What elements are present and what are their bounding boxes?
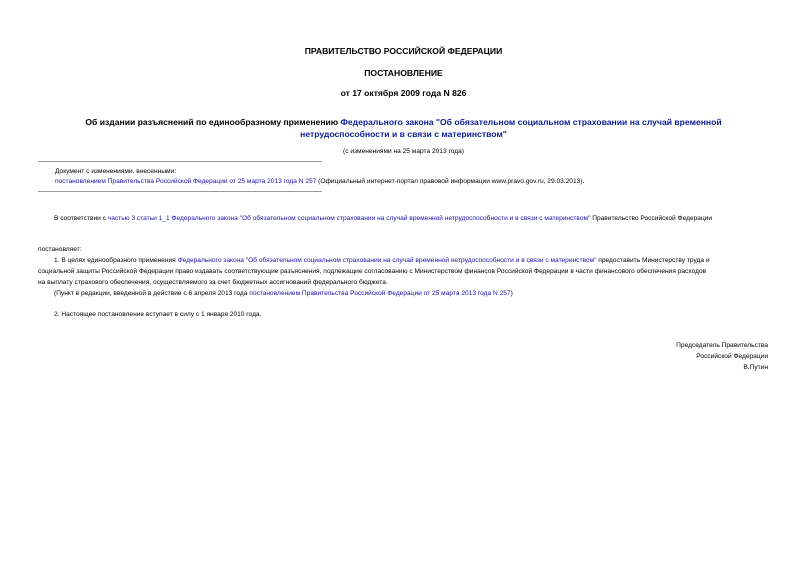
title-prefix: Об издании разъяснений по единообразному применению bbox=[85, 117, 341, 127]
preamble-intro: В соответствии с bbox=[54, 215, 108, 222]
decrees-word: постановляет: bbox=[38, 246, 82, 253]
preamble-paragraph bbox=[38, 213, 769, 224]
edition-note-link[interactable]: постановлением Правительства Российской Федерации от 25 марта 2013 года N 257 bbox=[249, 290, 511, 297]
item1-intro: 1. В целях единообразного применения bbox=[54, 257, 178, 264]
changes-entry bbox=[55, 176, 584, 187]
document-title-line1 bbox=[0, 117, 807, 127]
item1-end: предоставить Министерству труда и bbox=[596, 257, 710, 264]
signature-name: В.Путин bbox=[743, 364, 768, 371]
item1-line2: социальной защиты Российской Федерации право издавать соответствующие разъяснения, подлежащие согласованию с Министерством финансов Российской Федерации в части финансового обеспечения расходов bbox=[38, 268, 707, 275]
document-title-line2 bbox=[0, 129, 807, 139]
government-heading: ПРАВИТЕЛЬСТВО РОССИЙСКОЙ ФЕДЕРАЦИИ bbox=[304, 46, 503, 56]
edition-note-prefix: (Пункт в редакции, введенной в действие с 6 апреля 2013 года bbox=[54, 290, 250, 297]
document-date-number: от 17 октября 2009 года N 826 bbox=[340, 88, 467, 98]
changes-top-divider bbox=[38, 161, 322, 162]
edition-note-suffix: ) bbox=[510, 290, 513, 297]
title-law-link[interactable]: Федерального закона "Об обязательном социальном страховании на случай временной bbox=[340, 117, 722, 127]
item1-edition-note bbox=[54, 288, 513, 299]
item1-law-link[interactable]: Федерального закона "Об обязательном социальном страховании на случай временной нетрудоспособности и в связи с материнством" bbox=[177, 257, 597, 264]
amendment-note: (с изменениями на 25 марта 2013 года) bbox=[343, 148, 464, 155]
item1-line1 bbox=[54, 255, 710, 266]
title-law-link-cont[interactable]: нетрудоспособности и в связи с материнством" bbox=[300, 129, 507, 139]
item2-paragraph: 2. Настоящее постановление вступает в силу с 1 января 2010 года. bbox=[54, 311, 262, 318]
document-type: ПОСТАНОВЛЕНИЕ bbox=[364, 68, 443, 78]
changes-label: Документ с изменениями, внесенными: bbox=[55, 168, 177, 175]
signature-country: Российской Федерации bbox=[696, 353, 768, 360]
changes-bottom-divider bbox=[38, 191, 322, 192]
item1-line3: на выплату страхового обеспечения, осуществляемого за счет бюджетных ассигнований федерального бюджета. bbox=[38, 279, 388, 286]
changes-source: (Официальный интернет-портал правовой информации www.pravo.gov.ru, 29.03.2013). bbox=[316, 178, 585, 185]
signature-title: Председатель Правительства bbox=[676, 342, 768, 349]
amending-decree-link[interactable]: постановлением Правительства Российской Федерации от 25 марта 2013 года N 257 bbox=[55, 178, 317, 185]
preamble-law-link[interactable]: частью 3 статьи 1_1 Федерального закона "Об обязательном социальном страховании на случай временной нетрудоспособности и в связи с материнством" bbox=[107, 215, 591, 222]
preamble-end: Правительство Российской Федерации bbox=[590, 215, 713, 222]
